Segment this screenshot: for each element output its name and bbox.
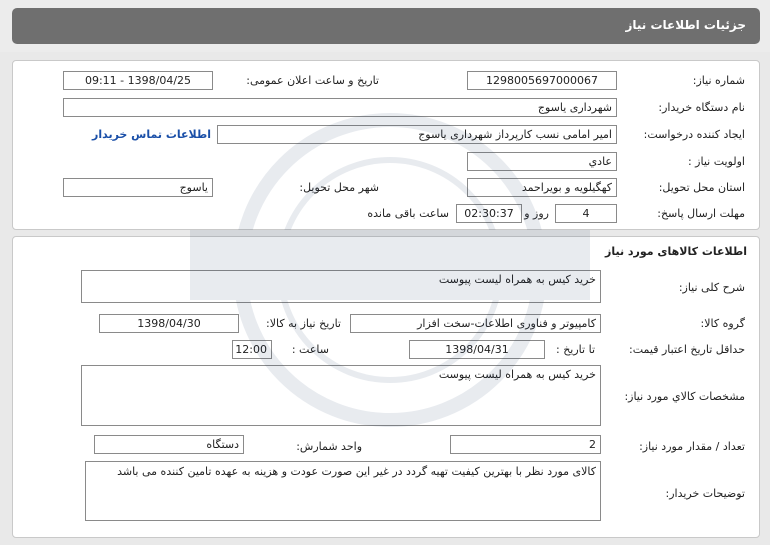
- validity-time-field: 12:00: [232, 340, 272, 359]
- need-info-panel: [12, 60, 760, 230]
- creator-label: ایجاد کننده درخواست:: [643, 128, 745, 141]
- priority-label: اولویت نیاز :: [687, 155, 745, 168]
- buyer-contact-link[interactable]: اطلاعات تماس خریدار: [91, 128, 211, 141]
- summary-field: خرید کیس به همراه لیست پیوست: [81, 270, 601, 303]
- validity-date-field: 1398/04/31: [409, 340, 545, 359]
- header-bar: [12, 8, 760, 44]
- page-title: جزئیات اطلاعات نیاز: [625, 18, 746, 32]
- priority-field: عادي: [467, 152, 617, 171]
- time-remaining-label: ساعت باقی مانده: [367, 207, 449, 220]
- page-header: [0, 0, 770, 52]
- creator-field: امیر امامی نسب کارپرداز شهرداری یاسوج: [217, 125, 617, 144]
- validity-label: حداقل تاریخ اعتبار قیمت:: [629, 343, 745, 356]
- city-label: شهر محل تحویل:: [299, 181, 379, 194]
- summary-label: شرح کلی نیاز:: [678, 281, 745, 294]
- unit-label: واحد شمارش:: [296, 440, 362, 453]
- need-number-label: شماره نیاز:: [692, 74, 745, 87]
- deadline-label: مهلت ارسال پاسخ:: [657, 207, 745, 220]
- buyer-org-label: نام دستگاه خریدار:: [658, 101, 745, 114]
- need-date-label: تاریخ نیاز به کالا:: [266, 317, 341, 330]
- buyer-notes-field: کالای مورد نظر با بهترین کیفیت تهیه گردد در غیر این صورت عودت و هزینه به عهده تامین کننده می باشد: [85, 461, 601, 521]
- buyer-notes-label: توضیحات خریدار:: [665, 487, 745, 500]
- announce-label: تاریخ و ساعت اعلان عمومی:: [246, 74, 379, 87]
- until-date-label: تا تاریخ :: [556, 343, 595, 356]
- days-field: 4: [555, 204, 617, 223]
- spec-field: خرید کیس به همراه لیست پیوست: [81, 365, 601, 426]
- need-date-field: 1398/04/30: [99, 314, 239, 333]
- goods-info-panel: [12, 236, 760, 538]
- province-field: کهگیلویه و بویراحمد: [467, 178, 617, 197]
- qty-field: 2: [450, 435, 601, 454]
- validity-hour-label: ساعت :: [291, 343, 329, 356]
- days-unit-label: روز و: [524, 207, 549, 220]
- goods-group-field: کامپیوتر و فناوری اطلاعات-سخت افزار: [350, 314, 601, 333]
- province-label: استان محل تحویل:: [658, 181, 745, 194]
- need-number-field: 1298005697000067: [467, 71, 617, 90]
- spec-label: مشخصات کالاي مورد نیاز:: [624, 390, 745, 403]
- qty-label: تعداد / مقدار مورد نیاز:: [639, 440, 745, 453]
- goods-section-title: اطلاعات کالاهای مورد نیاز: [605, 245, 747, 258]
- time-remaining-field: 02:30:37: [456, 204, 522, 223]
- buyer-org-field: شهرداری یاسوج: [63, 98, 617, 117]
- announce-field: 1398/04/25 - 09:11: [63, 71, 213, 90]
- city-field: یاسوج: [63, 178, 213, 197]
- goods-group-label: گروه کالا:: [700, 317, 745, 330]
- unit-field: دستگاه: [94, 435, 244, 454]
